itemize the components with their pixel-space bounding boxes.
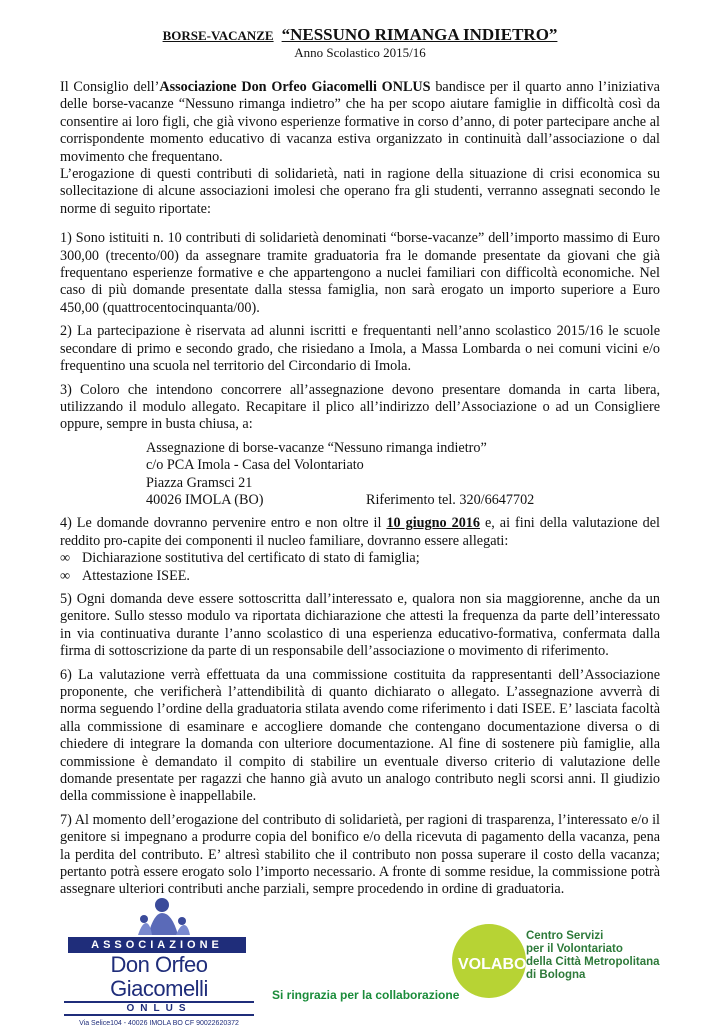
title-prefix: BORSE-VACANZE bbox=[162, 28, 274, 43]
volabo-line: di Bologna bbox=[526, 969, 586, 981]
rule-5: 5) Ogni domanda deve essere sottoscritta dall’interessato e, qualora non sia maggiorenne, anche da un genitore. Sullo stesso modulo va riportata dichiarazione che attesti la frequenza da parte dell’interessato in via continuativa durante l’anno scolastico di una esperienza educativo-formativa, confermata dalla firma di sottoscrizione da parte di un responsabile dell’associazione o movimento di riferimento. bbox=[60, 590, 660, 660]
intro-text-a: Il Consiglio dell’ bbox=[60, 79, 160, 95]
deadline-date: 10 giugno 2016 bbox=[386, 515, 480, 532]
bullet-text: Dichiarazione sostitutiva del certificato di stato di famiglia; bbox=[82, 550, 420, 567]
infinity-icon: ∞ bbox=[60, 567, 71, 584]
volabo-line: per il Volontariato bbox=[526, 943, 623, 955]
title-main: “NESSUNO RIMANGA INDIETRO” bbox=[281, 25, 558, 44]
association-logo bbox=[64, 895, 264, 1027]
rule-4-text-b: e, ai fini della valutazione del reddito pro-capite dei componenti il nucleo familiare, dovranno essere allegati: bbox=[60, 515, 660, 549]
intro-text-b: bandisce per il quarto anno l’iniziativa delle borse-vacanze “Nessuno rimanga indietro” che ha per scopo aiutare famiglie in difficoltà così da consentire ai loro figli, che già vivono esperienze formative in corso d’anno, di poter partecipare anche al corrispondente momento educativo di vacanza estiva organizzato in continuità dall’associazione o dal movimento che frequentano. bbox=[60, 79, 660, 165]
address-line-3: Piazza Gramsci 21 bbox=[146, 474, 253, 491]
list-item bbox=[60, 550, 660, 567]
delivery-address bbox=[146, 440, 660, 510]
document-body bbox=[60, 26, 660, 899]
list-item bbox=[60, 568, 660, 585]
reference-phone: Riferimento tel. 320/6647702 bbox=[366, 491, 535, 508]
intro-paragraph bbox=[60, 79, 660, 166]
rule-6: 6) La valutazione verrà effettuata da una commissione costituita da rappresentanti dell’Associazione proponente, che verificherà l’attendibilità di quanto dichiarato o allegato. L’assegnazione avverrà di norma seguendo l’ordine della graduatoria stilata avendo come riferimento i dati ISEE. E’ lasciata facoltà alla commissione di esaminare e accogliere domande che contengano documentazione diversa o di chiedere di integrare la domanda con ulteriore documentazione. Al fine di sostenere più famiglie, alla commissione è demandato il compito di stabilire un eventuale diverso criterio di valutazione delle domande presentate per ragazzi che hanno già avuto un analogo contributo negli scorsi anni. Il giudizio della commissione è inappellabile. bbox=[60, 666, 660, 805]
volabo-line: Centro Servizi bbox=[526, 930, 604, 942]
rule-1: 1) Sono istituiti n. 10 contributi di solidarietà denominati “borse-vacanze” dell’importo massimo di Euro 300,00 (trecento/00) da assegnare tramite graduatoria fra le domande presentate da giovani che già frequentano esperienze formative e che appartengono a nuclei familiari con difficoltà economiche. Nel caso di più domande presentate dalla stessa famiglia, non sarà erogato un importo superiore a Euro 450,00 (quattrocentocinquanta/00). bbox=[60, 230, 660, 316]
rule-2: 2) La partecipazione è riservata ad alunni iscritti e frequentanti nell’anno scolastico 2015/16 le scuole secondare di primo e secondo grado, che risiedano a Imola, a Massa Lombarda o nei comuni vicini e/o frequentino una scuola nel territorio del Circondario di Imola. bbox=[60, 323, 660, 375]
logo-associazione: ASSOCIAZIONE bbox=[68, 937, 246, 953]
rule-4 bbox=[60, 515, 660, 550]
volabo-line: della Città Metropolitana bbox=[526, 956, 660, 968]
address-line-2: c/o PCA Imola - Casa del Volontariato bbox=[146, 457, 364, 474]
volabo-wordmark: VOLABO bbox=[458, 956, 527, 973]
document-title bbox=[60, 26, 660, 44]
rule-7: 7) Al momento dell’erogazione del contributo di solidarietà, per ragioni di trasparenza, l’interessato e/o il genitore si impegnano a produrre copia del bonifico e/o della ricevuta di pagamento della vacanza, pena la perdita del contributo. E’ altresì stabilito che il contributo non possa superare il costo della vacanza; pertanto potrà essere erogato solo l’importo necessario. A fronte di somme residue, la commissione potrà assegnare ulteriori contributi anche parziali, sempre procedendo in ordine di graduatoria. bbox=[60, 811, 660, 898]
association-name: Associazione Don Orfeo Giacomelli ONLUS bbox=[159, 79, 431, 95]
address-line-4-row bbox=[146, 492, 660, 509]
volabo-logo bbox=[452, 924, 722, 1004]
footer bbox=[0, 890, 724, 1027]
rule-4-text-a: 4) Le domande dovranno pervenire entro e non oltre il bbox=[60, 515, 387, 532]
thanks-note: Si ringrazia per la collaborazione bbox=[272, 988, 460, 1002]
logo-name: Don Orfeo Giacomelli bbox=[110, 952, 208, 1001]
address-line-4: 40026 IMOLA (BO) bbox=[146, 491, 264, 508]
bullet-text: Attestazione ISEE. bbox=[82, 567, 190, 584]
volabo-description bbox=[526, 930, 660, 982]
rule-3: 3) Coloro che intendono concorrere all’assegnazione devono presentare domanda in carta libera, utilizzando il modulo allegato. Recapitare il plico all’indirizzo dell’Associazione o ad un Consigliere oppure, sempre in busta chiusa, a: bbox=[60, 381, 660, 433]
association-figure-icon bbox=[104, 895, 224, 937]
address-line-1: Assegnazione di borse-vacanze “Nessuno rimanga indietro” bbox=[146, 439, 487, 456]
school-year: Anno Scolastico 2015/16 bbox=[294, 45, 426, 60]
logo-address: Via Selice104 - 40026 IMOLA BO CF 90022620372 bbox=[79, 1020, 239, 1027]
intro-paragraph-2: L’erogazione di questi contributi di solidarietà, nati in ragione della situazione di crisi economica su sollecitazione di alcune associazioni imolesi che operano fra gli studenti, verranno assegnati secondo le norme di seguito riportate: bbox=[60, 166, 660, 217]
logo-onlus: ONLUS bbox=[64, 1001, 254, 1016]
infinity-icon: ∞ bbox=[60, 550, 71, 567]
